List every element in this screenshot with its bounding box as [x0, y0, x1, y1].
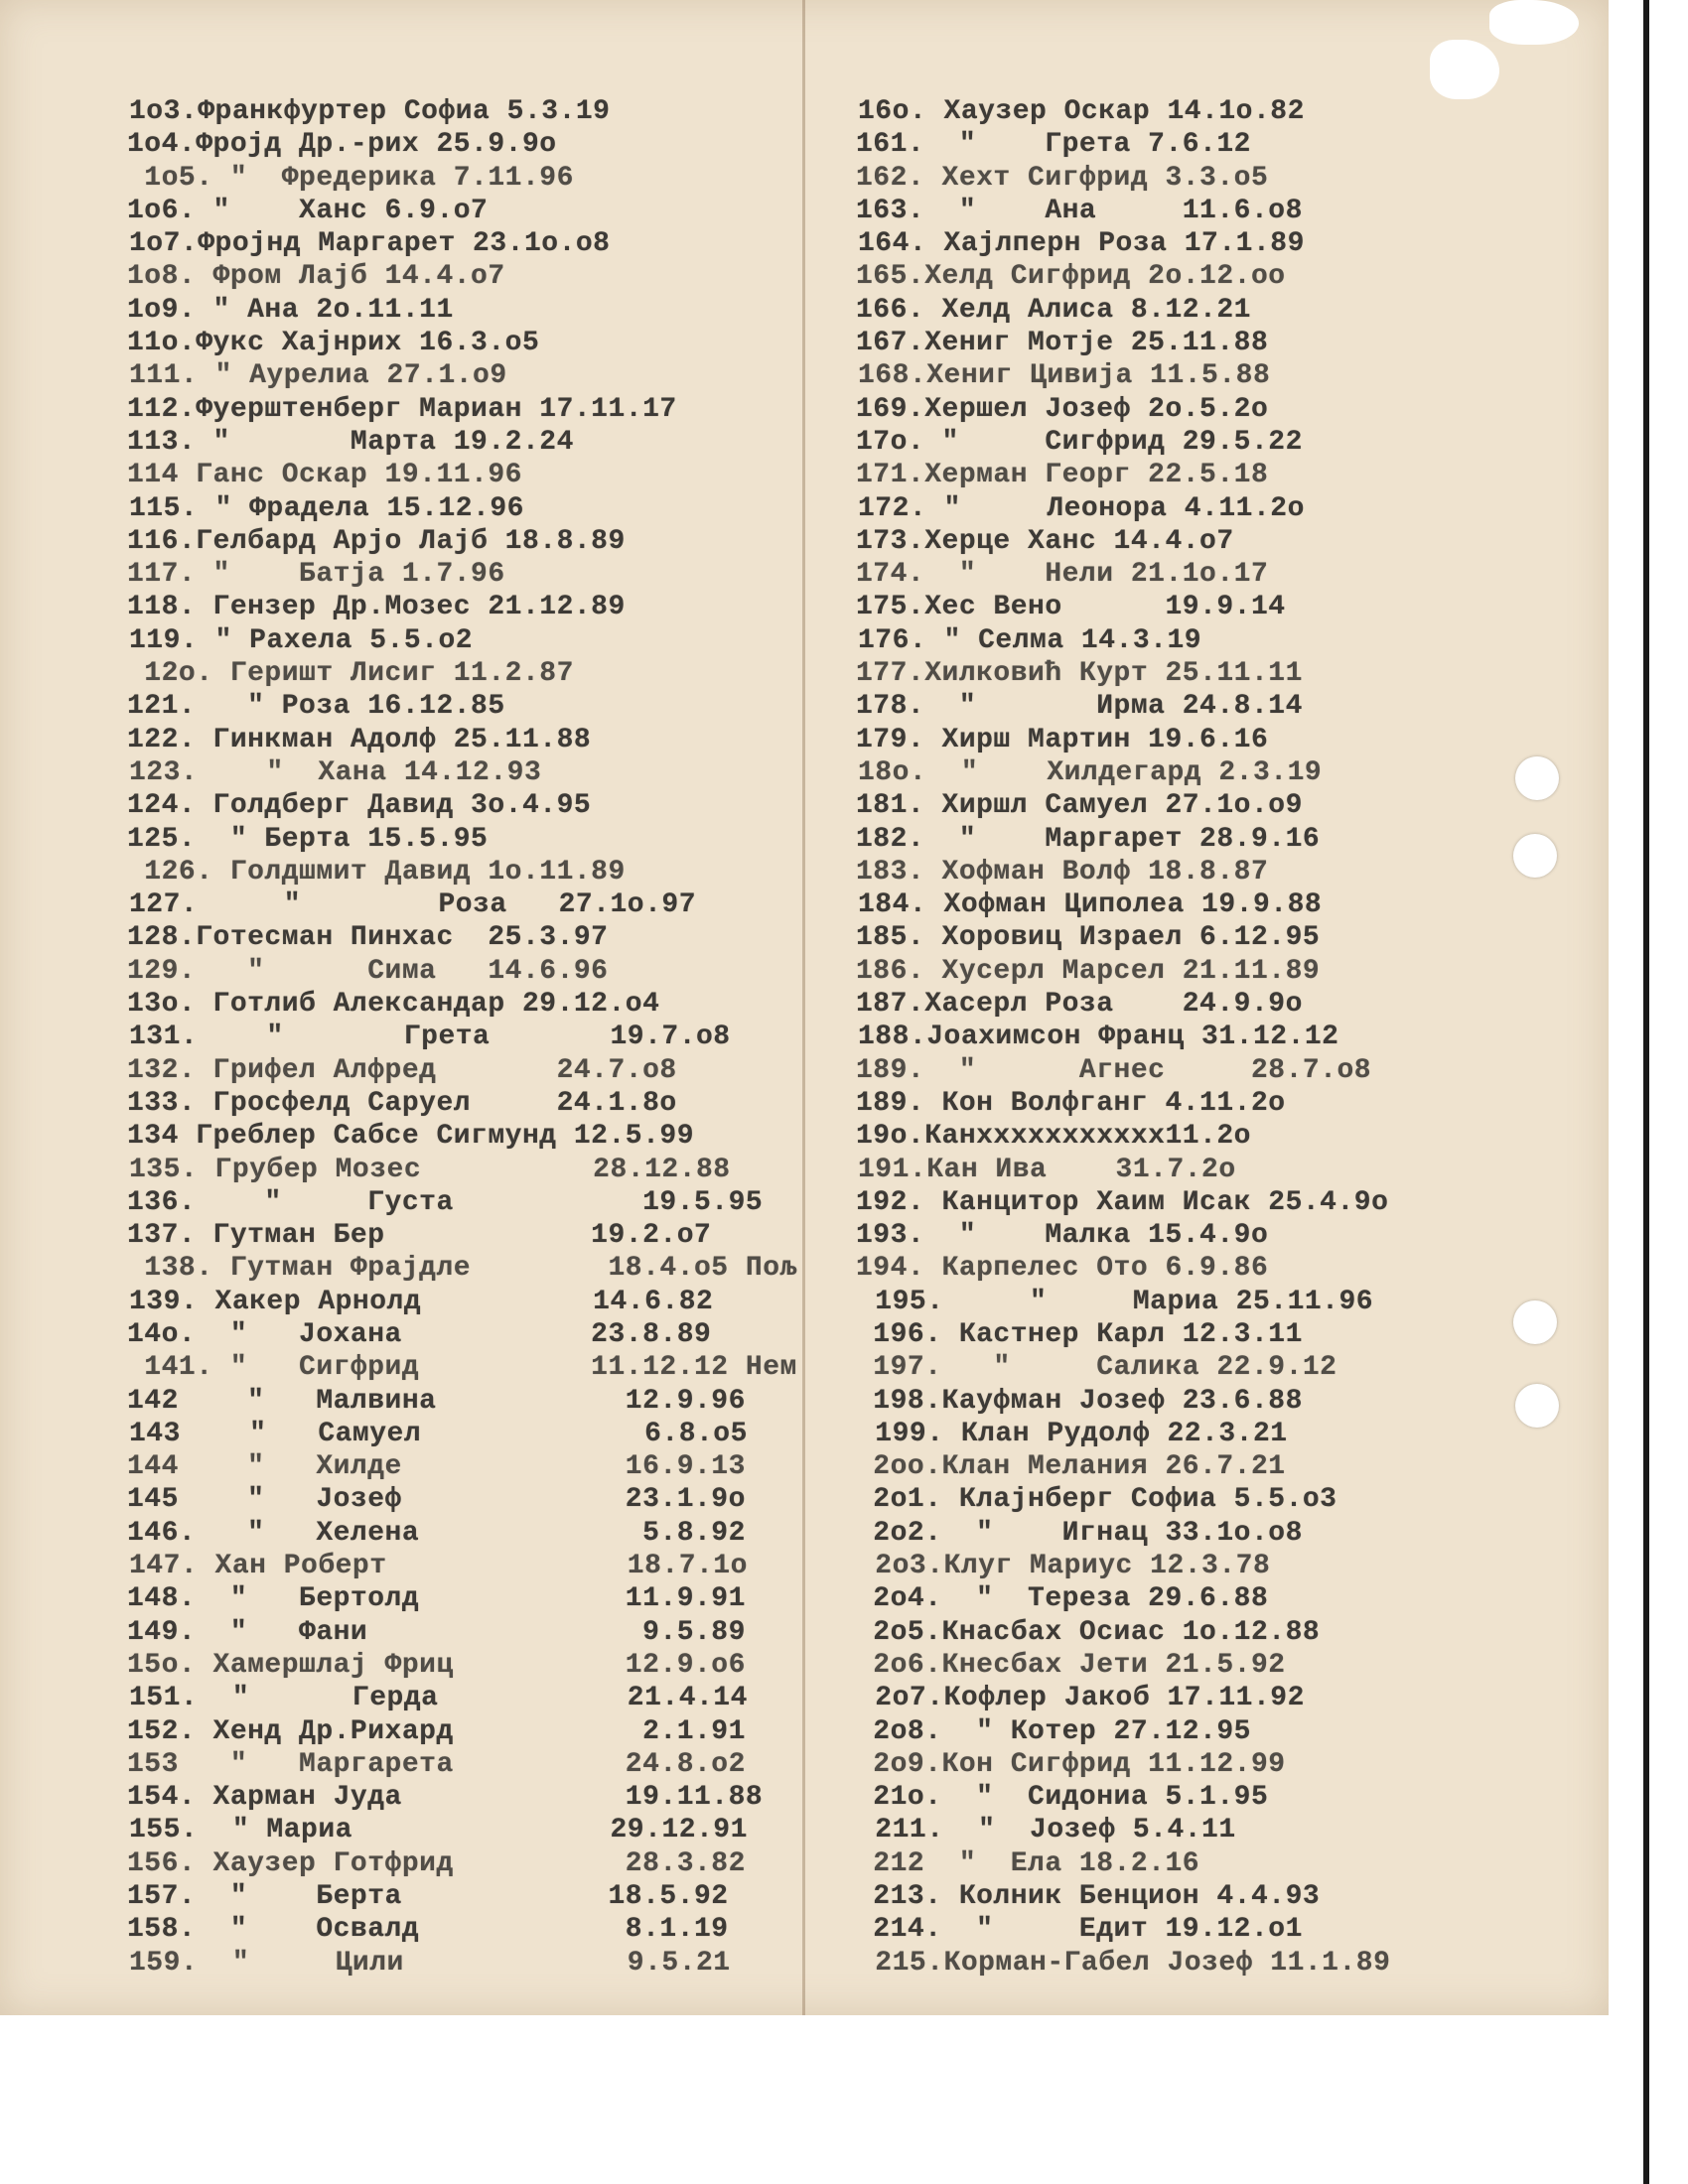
list-entry: 2o7.Кофлер Јакоб 17.11.92 — [858, 1683, 1305, 1714]
list-entry: 2o3.Клуг Мариус 12.3.78 — [858, 1551, 1271, 1582]
list-entry: 186. Хусерл Марсел 21.11.89 — [856, 955, 1321, 987]
list-entry: 178. " Ирма 24.8.14 — [856, 691, 1303, 723]
list-entry: 125. " Берта 15.5.95 — [127, 823, 489, 855]
list-entry: 137. Гутман Бер 19.2.o7 — [127, 1220, 712, 1252]
list-entry: 182. " Маргарет 28.9.16 — [856, 823, 1321, 855]
list-entry: 131. " Грета 19.7.o8 — [129, 1022, 731, 1053]
list-entry: 15o. Хамершлај Фриц 12.9.o6 — [127, 1649, 746, 1681]
list-entry: 158. " Освалд 8.1.19 — [127, 1914, 729, 1946]
list-entry: 152. Хенд Др.Рихард 2.1.91 — [127, 1715, 746, 1747]
list-entry: 185. Хоровиц Израел 6.12.95 — [856, 922, 1321, 954]
list-entry: 2o1. Клајнберг Софиа 5.5.o3 — [856, 1484, 1337, 1516]
list-entry: 16o. Хаузер Оскар 14.1o.82 — [858, 96, 1305, 127]
list-entry: 1o5. " Фредерика 7.11.96 — [127, 162, 574, 194]
list-entry: 2oo.Клан Мелания 26.7.21 — [856, 1451, 1286, 1483]
list-entry: 179. Хирш Мартин 19.6.16 — [856, 724, 1269, 755]
list-entry: 118. Гензер Др.Мозес 21.12.89 — [127, 592, 626, 623]
list-entry: 151. " Герда 21.4.14 — [129, 1683, 748, 1714]
list-entry: 2o9.Кон Сигфрид 11.12.99 — [856, 1748, 1286, 1780]
list-entry: 168.Хениг Цивија 11.5.88 — [858, 360, 1271, 392]
list-entry: 129. " Сима 14.6.96 — [127, 955, 609, 987]
list-entry: 183. Хофман Волф 18.8.87 — [856, 856, 1269, 887]
list-entry: 199. Клан Рудолф 22.3.21 — [858, 1418, 1288, 1449]
list-entry: 141. " Сигфрид 11.12.12 Нем — [127, 1352, 797, 1384]
list-entry: 213. Колник Бенцион 4.4.93 — [856, 1881, 1321, 1913]
list-entry: 11o.Фукс Хајнрих 16.3.o5 — [127, 328, 540, 359]
list-entry: 145 " Јозеф 23.1.9o — [127, 1484, 746, 1516]
list-entry: 162. Хехт Сигфрид 3.3.o5 — [856, 162, 1269, 194]
list-entry: 211. " Јозеф 5.4.11 — [858, 1815, 1236, 1846]
list-entry: 1o4.Фројд Др.-рих 25.9.9o — [127, 129, 557, 161]
scan-edge — [1643, 0, 1649, 2184]
list-entry: 18o. " Хилдегард 2.3.19 — [858, 756, 1323, 788]
list-entry: 155. " Мариа 29.12.91 — [129, 1815, 748, 1846]
list-entry: 181. Хиршл Самуел 27.1o.o9 — [856, 790, 1303, 822]
list-entry: 126. Голдшмит Давид 1o.11.89 — [127, 856, 626, 887]
list-entry: 173.Херце Ханс 14.4.o7 — [856, 525, 1234, 557]
list-entry: 133. Гросфелд Саруел 24.1.8o — [127, 1087, 677, 1119]
list-entry: 2o5.Кнасбах Осиас 1o.12.88 — [856, 1616, 1321, 1648]
list-entry: 172. " Леонора 4.11.2o — [858, 492, 1305, 524]
list-entry: 143 " Самуел 6.8.o5 — [129, 1418, 748, 1449]
torn-corner-top — [1489, 0, 1579, 45]
list-entry: 161. " Грета 7.6.12 — [856, 129, 1251, 161]
list-entry: 171.Херман Георг 22.5.18 — [856, 460, 1269, 491]
list-entry: 191.Кан Ива 31.7.2o — [858, 1154, 1236, 1185]
list-entry: 117. " Батја 1.7.96 — [127, 559, 505, 591]
list-entry: 149. " Фани 9.5.89 — [127, 1616, 746, 1648]
punch-hole — [1515, 756, 1559, 800]
list-entry: 193. " Малка 15.4.9o — [856, 1220, 1269, 1252]
list-entry: 148. " Бертолд 11.9.91 — [127, 1583, 746, 1615]
list-entry: 184. Хофман Циполеа 19.9.88 — [858, 889, 1323, 921]
list-entry: 1o9. " Ана 2o.11.11 — [127, 294, 454, 326]
list-entry: 189. " Агнес 28.7.o8 — [856, 1054, 1372, 1086]
list-entry: 12o. Геришт Лисиг 11.2.87 — [127, 658, 574, 690]
list-entry: 113. " Марта 19.2.24 — [127, 426, 574, 458]
list-entry: 197. " Салика 22.9.12 — [856, 1352, 1337, 1384]
list-entry: 176. " Селма 14.3.19 — [858, 624, 1202, 656]
list-entry: 189. Кон Волфганг 4.11.2o — [856, 1087, 1286, 1119]
list-entry: 14o. " Јохана 23.8.89 — [127, 1318, 712, 1350]
list-entry: 196. Кастнер Карл 12.3.11 — [856, 1318, 1303, 1350]
punch-hole — [1513, 1300, 1557, 1344]
torn-corner — [1430, 40, 1499, 99]
list-entry: 174. " Нели 21.1o.17 — [856, 559, 1269, 591]
list-entry: 1o6. " Ханс 6.9.o7 — [127, 195, 489, 226]
list-entry: 116.Гелбард Арјо Лајб 18.8.89 — [127, 525, 626, 557]
list-entry: 153 " Маргарета 24.8.o2 — [127, 1748, 746, 1780]
list-entry: 159. " Цили 9.5.21 — [129, 1947, 731, 1979]
list-entry: 165.Хелд Сигфрид 2o.12.oo — [856, 261, 1286, 293]
list-entry: 112.Фуерштенберг Мариан 17.11.17 — [127, 393, 677, 425]
list-entry: 142 " Малвина 12.9.96 — [127, 1385, 746, 1417]
list-entry: 167.Хениг Мотје 25.11.88 — [856, 328, 1269, 359]
list-entry: 138. Гутман Фрајдле 18.4.o5 Пољ — [127, 1253, 797, 1285]
list-entry: 124. Голдберг Давид 3o.4.95 — [127, 790, 592, 822]
list-entry: 119. " Рахела 5.5.o2 — [129, 624, 474, 656]
list-entry: 146. " Хелена 5.8.92 — [127, 1517, 746, 1549]
punch-hole — [1513, 834, 1557, 878]
list-entry: 2o6.Кнесбах Јети 21.5.92 — [856, 1649, 1286, 1681]
punch-hole — [1515, 1384, 1559, 1428]
list-entry: 164. Хајлперн Роза 17.1.89 — [858, 228, 1305, 260]
list-entry: 214. " Едит 19.12.o1 — [856, 1914, 1303, 1946]
list-entry: 128.Готесман Пинхас 25.3.97 — [127, 922, 609, 954]
list-entry: 134 Греблер Сабсе Сигмунд 12.5.99 — [127, 1121, 694, 1153]
list-entry: 188.Јоахимсон Франц 31.12.12 — [858, 1022, 1339, 1053]
list-entry: 1o3.Франкфуртер Софиа 5.3.19 — [129, 96, 611, 127]
list-entry: 157. " Берта 18.5.92 — [127, 1881, 729, 1913]
list-entry: 198.Кауфман Јозеф 23.6.88 — [856, 1385, 1303, 1417]
list-entry: 212 " Ела 18.2.16 — [856, 1847, 1200, 1879]
list-entry: 19o.Канххххххххххх11.2o — [856, 1121, 1251, 1153]
list-entry: 144 " Хилде 16.9.13 — [127, 1451, 746, 1483]
list-entry: 1o8. Фром Лајб 14.4.o7 — [127, 261, 505, 293]
list-entry: 2o2. " Игнац 33.1o.o8 — [856, 1517, 1303, 1549]
list-entry: 121. " Роза 16.12.85 — [127, 691, 505, 723]
list-entry: 139. Хакер Арнолд 14.6.82 — [129, 1286, 714, 1317]
list-entry: 163. " Ана 11.6.o8 — [856, 195, 1303, 226]
list-entry: 169.Хершел Јозеф 2o.5.2o — [856, 393, 1269, 425]
list-entry: 192. Канцитор Хаим Исак 25.4.9o — [856, 1186, 1389, 1218]
list-entry: 195. " Мариа 25.11.96 — [858, 1286, 1374, 1317]
list-entry: 135. Грубер Мозес 28.12.88 — [129, 1154, 731, 1185]
list-entry: 17o. " Сигфрид 29.5.22 — [856, 426, 1303, 458]
list-entry: 215.Корман-Габел Јозеф 11.1.89 — [858, 1947, 1391, 1979]
list-entry: 177.Хилковић Курт 25.11.11 — [856, 658, 1303, 690]
list-entry: 166. Хелд Алиса 8.12.21 — [856, 294, 1251, 326]
list-entry: 115. " Фрадела 15.12.96 — [129, 492, 524, 524]
list-entry: 154. Харман Јуда 19.11.88 — [127, 1782, 764, 1814]
list-entry: 132. Грифел Алфред 24.7.o8 — [127, 1054, 677, 1086]
list-entry: 2o4. " Тереза 29.6.88 — [856, 1583, 1269, 1615]
list-entry: 2o8. " Котер 27.12.95 — [856, 1715, 1251, 1747]
list-entry: 114 Ганс Оскар 19.11.96 — [127, 460, 522, 491]
list-entry: 156. Хаузер Готфрид 28.3.82 — [127, 1847, 746, 1879]
left-name-list — [127, 95, 822, 1979]
list-entry: 194. Карпелес Ото 6.9.86 — [856, 1253, 1269, 1285]
list-entry: 1o7.Фројнд Маргарет 23.1o.o8 — [129, 228, 611, 260]
list-entry: 127. " Роза 27.1o.97 — [129, 889, 696, 921]
list-entry: 122. Гинкман Адолф 25.11.88 — [127, 724, 592, 755]
list-entry: 187.Хасерл Роза 24.9.9o — [856, 989, 1303, 1021]
list-entry: 13o. Готлиб Александар 29.12.o4 — [127, 989, 660, 1021]
list-entry: 136. " Густа 19.5.95 — [127, 1186, 764, 1218]
list-entry: 123. " Хана 14.12.93 — [129, 756, 542, 788]
list-entry: 147. Хан Роберт 18.7.1o — [129, 1551, 748, 1582]
list-entry: 21o. " Сидониа 5.1.95 — [856, 1782, 1269, 1814]
list-entry: 175.Хес Вено 19.9.14 — [856, 592, 1286, 623]
list-entry: 111. " Аурелиа 27.1.o9 — [129, 360, 507, 392]
right-name-list — [856, 95, 1491, 1979]
